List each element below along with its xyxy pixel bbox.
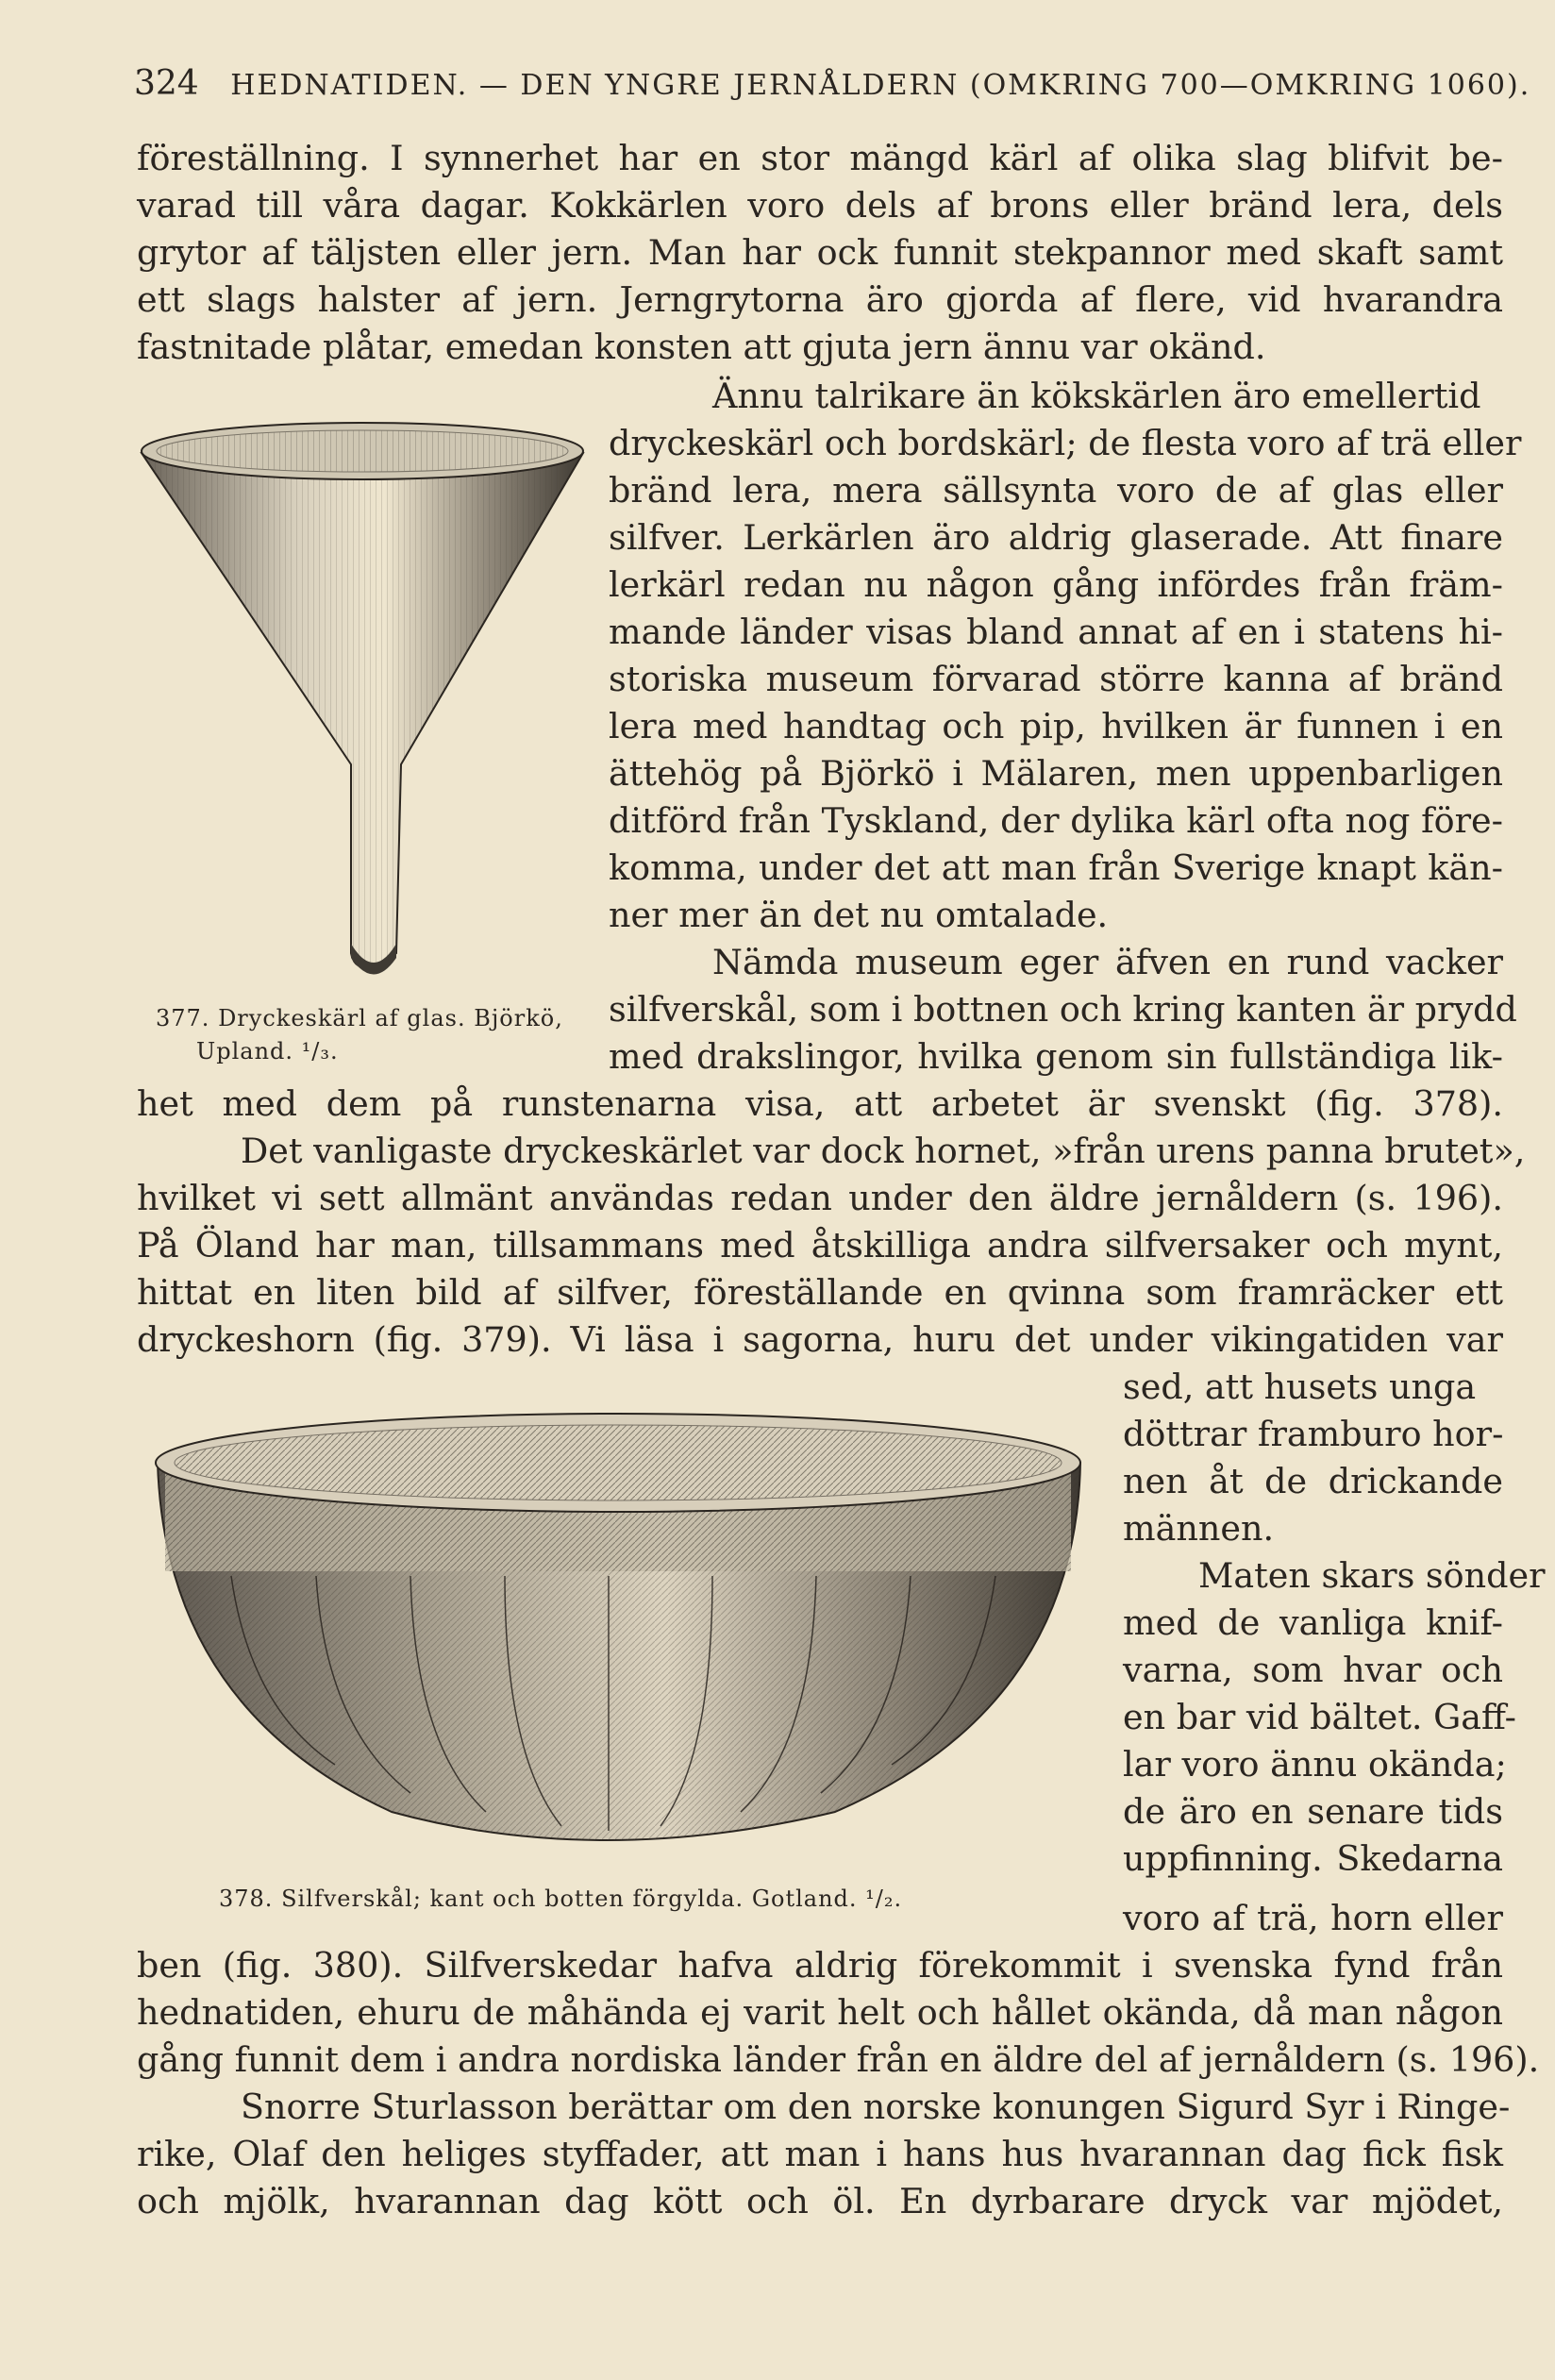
text-line: ner mer än det nu omtalade. bbox=[609, 895, 1109, 935]
figure-378-caption: 378. Silfverskål; kant och botten förgylda. Gotland. ¹/₂. bbox=[219, 1886, 903, 1912]
text-line: dryckeskärl och bordskärl; de flesta voro af trä eller bbox=[609, 423, 1522, 463]
text-line: Maten skars sönder bbox=[1198, 1555, 1546, 1596]
text-line: rike, Olaf den heliges styffader, att man i hans hus hvarannan dag fick fisk bbox=[137, 2134, 1503, 2174]
silver-bowl-illustration bbox=[146, 1397, 1090, 1869]
text-line: fastnitade plåtar, emedan konsten att gjuta jern ännu var okänd. bbox=[137, 327, 1266, 367]
text-line: grytor af täljsten eller jern. Man har ock funnit stekpannor med skaft samt bbox=[137, 232, 1503, 273]
text-line: varad till våra dagar. Kokkärlen voro dels af brons eller bränd lera, dels bbox=[137, 185, 1503, 226]
text-line: mande länder visas bland annat af en i statens hi- bbox=[609, 612, 1503, 652]
text-line: lar voro ännu okända; bbox=[1123, 1744, 1507, 1785]
figure-377-caption: 377. Dryckeskärl af glas. Björkö, bbox=[156, 1005, 563, 1031]
text-line: ett slags halster af jern. Jerngrytorna äro gjorda af flere, vid hvarandra bbox=[137, 279, 1503, 320]
text-line: varna, som hvar och bbox=[1123, 1650, 1503, 1690]
text-line: bränd lera, mera sällsynta voro de af glas eller bbox=[609, 470, 1503, 511]
glass-beaker-illustration bbox=[132, 415, 594, 991]
text-line: männen. bbox=[1123, 1508, 1275, 1549]
text-line: hednatiden, ehuru de måhända ej varit helt och hållet okända, då man någon bbox=[137, 1992, 1503, 2033]
text-line: en bar vid bältet. Gaff- bbox=[1123, 1697, 1516, 1737]
text-line: gång funnit dem i andra nordiska länder från en äldre del af jernåldern (s. 196). bbox=[137, 2039, 1540, 2080]
text-line: med de vanliga knif- bbox=[1123, 1602, 1503, 1643]
running-header bbox=[134, 64, 1531, 103]
text-line: uppfinning. Skedarna bbox=[1123, 1838, 1503, 1879]
running-title: HEDNATIDEN. — DEN YNGRE JERNÅLDERN (OMKRING 700—OMKRING 1060). bbox=[230, 69, 1531, 102]
text-line: komma, under det att man från Sverige knapt kän- bbox=[609, 847, 1503, 888]
text-line: Nämda museum eger äfven en rund vacker bbox=[712, 942, 1503, 982]
text-line: ättehög på Björkö i Mälaren, men uppenbarligen bbox=[609, 753, 1503, 794]
text-line: silfver. Lerkärlen äro aldrig glaserade. Att finare bbox=[609, 517, 1503, 558]
text-line: Ännu talrikare än kökskärlen äro emellertid bbox=[712, 376, 1481, 416]
text-line: het med dem på runstenarna visa, att arbetet är svenskt (fig. 378). bbox=[137, 1083, 1503, 1124]
text-line: Snorre Sturlasson berättar om den norske konungen Sigurd Syr i Ringe- bbox=[241, 2087, 1511, 2127]
text-line: hvilket vi sett allmänt användas redan under den äldre jernåldern (s. 196). bbox=[137, 1178, 1503, 1218]
text-line: Det vanligaste dryckeskärlet var dock hornet, »från urens panna brutet», bbox=[241, 1131, 1526, 1171]
text-line: de äro en senare tids bbox=[1123, 1791, 1503, 1832]
text-line: hittat en liten bild af silfver, föreställande en qvinna som framräcker ett bbox=[137, 1272, 1503, 1313]
text-line: sed, att husets unga bbox=[1123, 1366, 1477, 1407]
text-line: dryckeshorn (fig. 379). Vi läsa i sagorna, huru det under vikingatiden var bbox=[137, 1319, 1503, 1360]
text-line: ben (fig. 380). Silfverskedar hafva aldrig förekommit i svenska fynd från bbox=[137, 1945, 1503, 1986]
text-line: och mjölk, hvarannan dag kött och öl. En dyrbarare dryck var mjödet, bbox=[137, 2181, 1503, 2221]
text-line: med drakslingor, hvilka genom sin fullständiga lik- bbox=[609, 1036, 1503, 1077]
figure-377-caption: Upland. ¹/₃. bbox=[196, 1038, 339, 1064]
text-line: voro af trä, horn eller bbox=[1123, 1898, 1503, 1938]
text-line: lera med handtag och pip, hvilken är funnen i en bbox=[609, 706, 1503, 746]
text-line: nen åt de drickande bbox=[1123, 1461, 1503, 1501]
text-line: ditförd från Tyskland, der dylika kärl ofta nog före- bbox=[609, 800, 1503, 841]
text-line: föreställning. I synnerhet har en stor mängd kärl af olika slag blifvit be- bbox=[137, 138, 1503, 178]
text-line: silfverskål, som i bottnen och kring kanten är prydd bbox=[609, 989, 1517, 1030]
text-line: På Öland har man, tillsammans med åtskilliga andra silfversaker och mynt, bbox=[137, 1225, 1503, 1265]
text-line: storiska museum förvarad större kanna af bränd bbox=[609, 659, 1503, 699]
page-number: 324 bbox=[134, 64, 199, 103]
text-line: lerkärl redan nu någon gång infördes från främ- bbox=[609, 564, 1503, 605]
text-line: döttrar framburo hor- bbox=[1123, 1414, 1504, 1454]
